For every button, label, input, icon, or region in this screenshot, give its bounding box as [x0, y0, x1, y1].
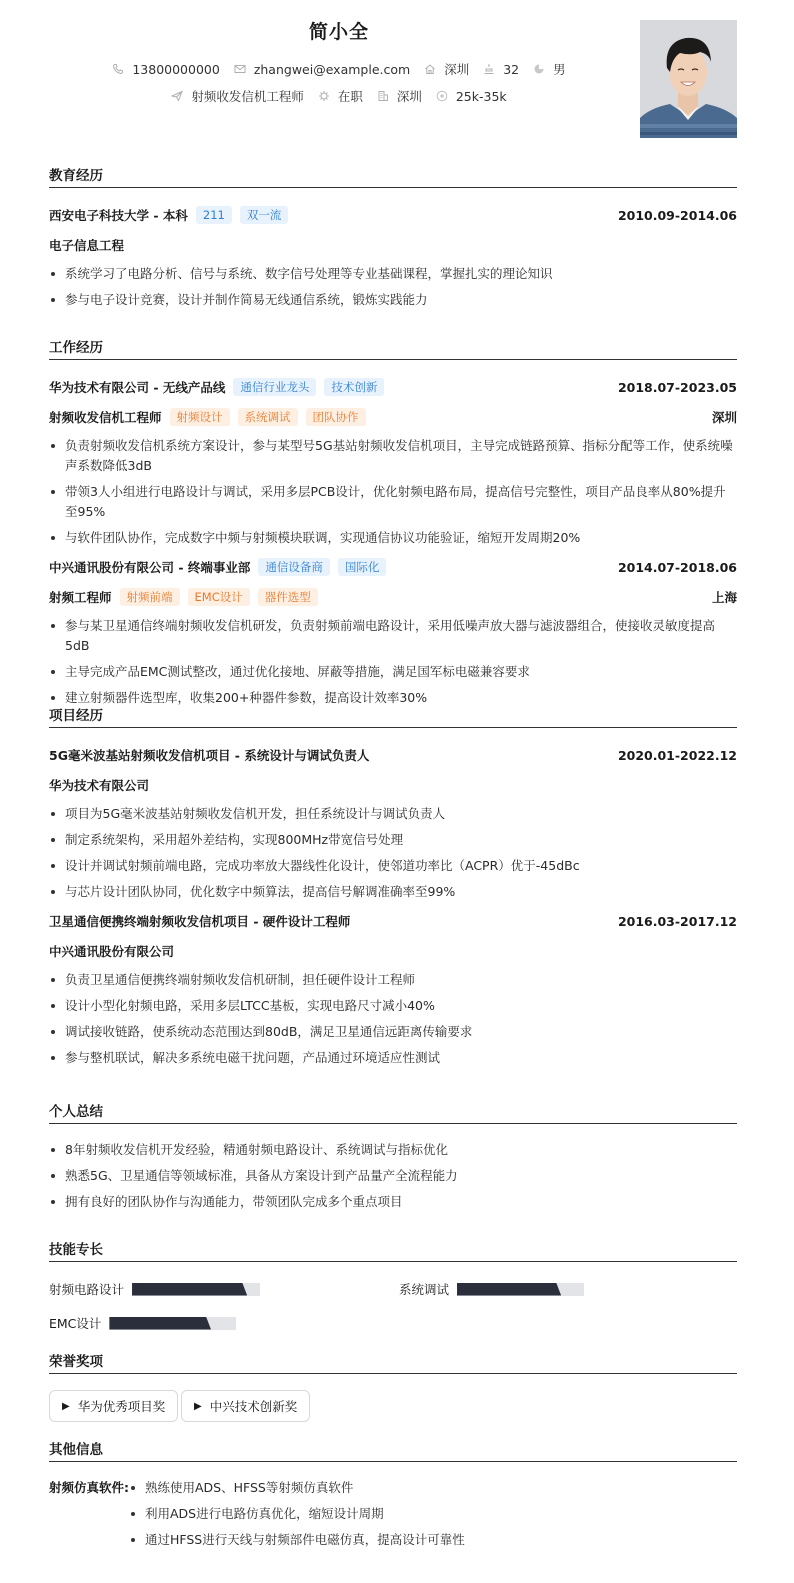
work-section — [49, 338, 737, 714]
skill-bar-fill — [109, 1317, 211, 1330]
work-location: 深圳 — [711, 410, 737, 425]
company-name: 中兴通讯股份有限公司 - 终端事业部 — [49, 560, 251, 575]
list-item: 负责射频收发信机系统方案设计，参与某型号5G基站射频收发信机项目，主导完成链路预算、指标分配等工作，使系统噪声系数降低3dB — [49, 436, 737, 476]
other-title: 其他信息 — [49, 1440, 737, 1462]
work-bullets — [49, 616, 737, 708]
projects-title: 项目经历 — [49, 706, 737, 728]
summary-section — [49, 1102, 737, 1218]
skill-item — [399, 1280, 584, 1298]
work-role-row — [49, 404, 737, 430]
list-item: 带领3人小组进行电路设计与调试，采用多层PCB设计，优化射频电路布局，提高信号完整性，项目产品良率从80%提升至95% — [49, 482, 737, 522]
work-bullets — [49, 436, 737, 548]
role-tag: 射频设计 — [170, 408, 230, 426]
project-name: 5G毫米波基站射频收发信机项目 - 系统设计与调试负责人 — [49, 748, 370, 763]
school-tag: 211 — [196, 206, 232, 224]
award-item — [181, 1390, 310, 1422]
school-name: 西安电子科技大学 - 本科 — [49, 208, 188, 223]
skill-name: 系统调试 — [399, 1282, 450, 1297]
contact-work-city — [377, 87, 422, 105]
award-name: 中兴技术创新奖 — [209, 1399, 298, 1414]
email-text: zhangwei@example.com — [253, 61, 411, 77]
project-company: 华为技术有限公司 — [49, 778, 150, 793]
building-icon — [377, 90, 389, 102]
list-item: 拥有良好的团队协作与沟通能力，带领团队完成多个重点项目 — [49, 1192, 737, 1212]
role-name: 射频收发信机工程师 — [49, 410, 162, 425]
list-item: 设计并调试射频前端电路，完成功率放大器线性化设计，使邻道功率比（ACPR）优于-45dBc — [49, 856, 737, 876]
list-item: 负责卫星通信便携终端射频收发信机研制，担任硬件设计工程师 — [49, 970, 737, 990]
company-tag: 国际化 — [338, 558, 387, 576]
skill-name: 射频电路设计 — [49, 1282, 125, 1297]
city-text: 深圳 — [444, 62, 470, 77]
honors-section — [49, 1352, 737, 1432]
work-date: 2018.07-2023.05 — [617, 379, 737, 395]
salary-text: 25k-35k — [455, 88, 507, 104]
list-item: 熟悉5G、卫星通信等领域标准，具备从方案设计到产品量产全流程能力 — [49, 1166, 737, 1186]
list-item: 调试接收链路，使系统动态范围达到80dB，满足卫星通信远距离传输要求 — [49, 1022, 737, 1042]
company-tag: 技术创新 — [324, 378, 384, 396]
contact-age — [483, 62, 519, 77]
education-bullets — [49, 264, 737, 310]
profile-photo — [640, 20, 737, 138]
major-name: 电子信息工程 — [49, 238, 125, 253]
list-item: 主导完成产品EMC测试整改，通过优化接地、屏蔽等措施，满足国军标电磁兼容要求 — [49, 662, 737, 682]
skill-bar-fill — [457, 1283, 561, 1296]
role-tag: EMC设计 — [188, 588, 250, 606]
list-item: 与芯片设计团队协同，优化数字中频算法，提高信号解调准确率至99% — [49, 882, 737, 902]
project-bullets — [49, 804, 737, 902]
award-item — [49, 1390, 178, 1422]
paper-plane-icon — [171, 90, 183, 102]
honors-title: 荣誉奖项 — [49, 1352, 737, 1374]
project-bullets — [49, 970, 737, 1068]
skill-bar — [457, 1283, 584, 1296]
skills-title: 技能专长 — [49, 1240, 737, 1262]
list-item: 参与整机联试，解决多系统电磁干扰问题，产品通过环境适应性测试 — [49, 1048, 737, 1068]
skill-item — [49, 1280, 260, 1298]
candidate-name: 简小全 — [308, 21, 369, 43]
list-item: 系统学习了电路分析、信号与系统、数字信号处理等专业基础课程，掌握扎实的理论知识 — [49, 264, 737, 284]
education-entry-header — [49, 202, 737, 228]
contact-row-2 — [49, 87, 629, 105]
phone-text: 13800000000 — [132, 61, 220, 77]
triangle-right-icon: ▶ — [62, 1400, 70, 1412]
list-item: 利用ADS进行电路仿真优化，缩短设计周期 — [129, 1504, 729, 1524]
contact-gender — [533, 60, 566, 78]
project-company-row — [49, 938, 737, 964]
project-date: 2020.01-2022.12 — [617, 747, 737, 763]
work-title: 工作经历 — [49, 338, 737, 360]
skill-bar — [132, 1283, 260, 1296]
status-text: 在职 — [337, 89, 363, 104]
project-date: 2016.03-2017.12 — [617, 913, 737, 929]
role-tag: 团队协作 — [306, 408, 366, 426]
list-item: 参与某卫星通信终端射频收发信机研发，负责射频前端电路设计，采用低噪声放大器与滤波器组合，使接收灵敏度提高5dB — [49, 616, 737, 656]
skill-item — [49, 1314, 236, 1332]
project-company: 中兴通讯股份有限公司 — [49, 944, 175, 959]
triangle-right-icon: ▶ — [194, 1400, 202, 1412]
education-major-row — [49, 232, 737, 258]
contact-salary — [436, 89, 507, 104]
role-name: 射频工程师 — [49, 590, 112, 605]
list-item: 参与电子设计竞赛，设计并制作简易无线通信系统，锻炼实践能力 — [49, 290, 737, 310]
contact-city — [424, 60, 469, 78]
skills-section — [49, 1240, 737, 1340]
skill-bar-fill — [132, 1283, 247, 1296]
list-item: 熟练使用ADS、HFSS等射频仿真软件 — [129, 1478, 729, 1498]
contact-position — [171, 87, 304, 105]
age-icon — [483, 63, 495, 75]
skill-bar — [109, 1317, 236, 1330]
other-label: 射频仿真软件: — [49, 1480, 129, 1495]
gender-icon — [533, 63, 545, 75]
company-tag: 通信行业龙头 — [233, 378, 316, 396]
skill-name: EMC设计 — [49, 1316, 102, 1331]
list-item: 设计小型化射频电路，采用多层LTCC基板，实现电路尺寸减小40% — [49, 996, 737, 1016]
company-tag: 通信设备商 — [258, 558, 330, 576]
list-item: 建立射频器件选型库，收集200+种器件参数，提高设计效率30% — [49, 688, 737, 708]
projects-section — [49, 706, 737, 1074]
list-item: 制定系统架构，采用超外差结构，实现800MHz带宽信号处理 — [49, 830, 737, 850]
project-name: 卫星通信便携终端射频收发信机项目 - 硬件设计工程师 — [49, 914, 351, 929]
status-icon — [318, 90, 330, 102]
project-entry-header — [49, 908, 737, 934]
salary-icon — [436, 90, 448, 102]
home-icon — [424, 63, 436, 75]
gender-text: 男 — [553, 62, 566, 77]
project-entry-header — [49, 742, 737, 768]
education-title: 教育经历 — [49, 166, 737, 188]
work-location: 上海 — [711, 590, 737, 605]
list-item: 8年射频收发信机开发经验，精通射频电路设计、系统调试与指标优化 — [49, 1140, 737, 1160]
work-entry-header — [49, 374, 737, 400]
resume-header — [49, 0, 737, 150]
list-item: 通过HFSS进行天线与射频部件电磁仿真，提高设计可靠性 — [129, 1530, 729, 1550]
contact-status — [318, 87, 363, 105]
education-date: 2010.09-2014.06 — [617, 207, 737, 223]
work-entry-header — [49, 554, 737, 580]
list-item: 与软件团队协作，完成数字中频与射频模块联调，实现通信协议功能验证，缩短开发周期20% — [49, 528, 737, 548]
contact-phone — [112, 62, 219, 77]
mail-icon — [234, 63, 246, 75]
school-tag: 双一流 — [240, 206, 289, 224]
contact-row-1 — [49, 60, 629, 78]
list-item: 项目为5G毫米波基站射频收发信机开发，担任系统设计与调试负责人 — [49, 804, 737, 824]
role-tag: 系统调试 — [238, 408, 298, 426]
age-text: 32 — [503, 61, 520, 77]
other-bullets — [129, 1478, 729, 1556]
resume-page — [49, 0, 737, 1547]
summary-bullets — [49, 1140, 737, 1212]
education-section — [49, 166, 737, 316]
award-name: 华为优秀项目奖 — [77, 1399, 166, 1414]
role-tag: 器件选型 — [258, 588, 318, 606]
summary-title: 个人总结 — [49, 1102, 737, 1124]
company-name: 华为技术有限公司 - 无线产品线 — [49, 380, 226, 395]
work-city-text: 深圳 — [396, 89, 422, 104]
role-tag: 射频前端 — [120, 588, 180, 606]
phone-icon — [112, 63, 124, 75]
position-text: 射频收发信机工程师 — [191, 89, 304, 104]
project-company-row — [49, 772, 737, 798]
contact-email — [234, 62, 410, 77]
work-date: 2014.07-2018.06 — [617, 559, 737, 575]
work-role-row — [49, 584, 737, 610]
other-section — [49, 1440, 737, 1580]
